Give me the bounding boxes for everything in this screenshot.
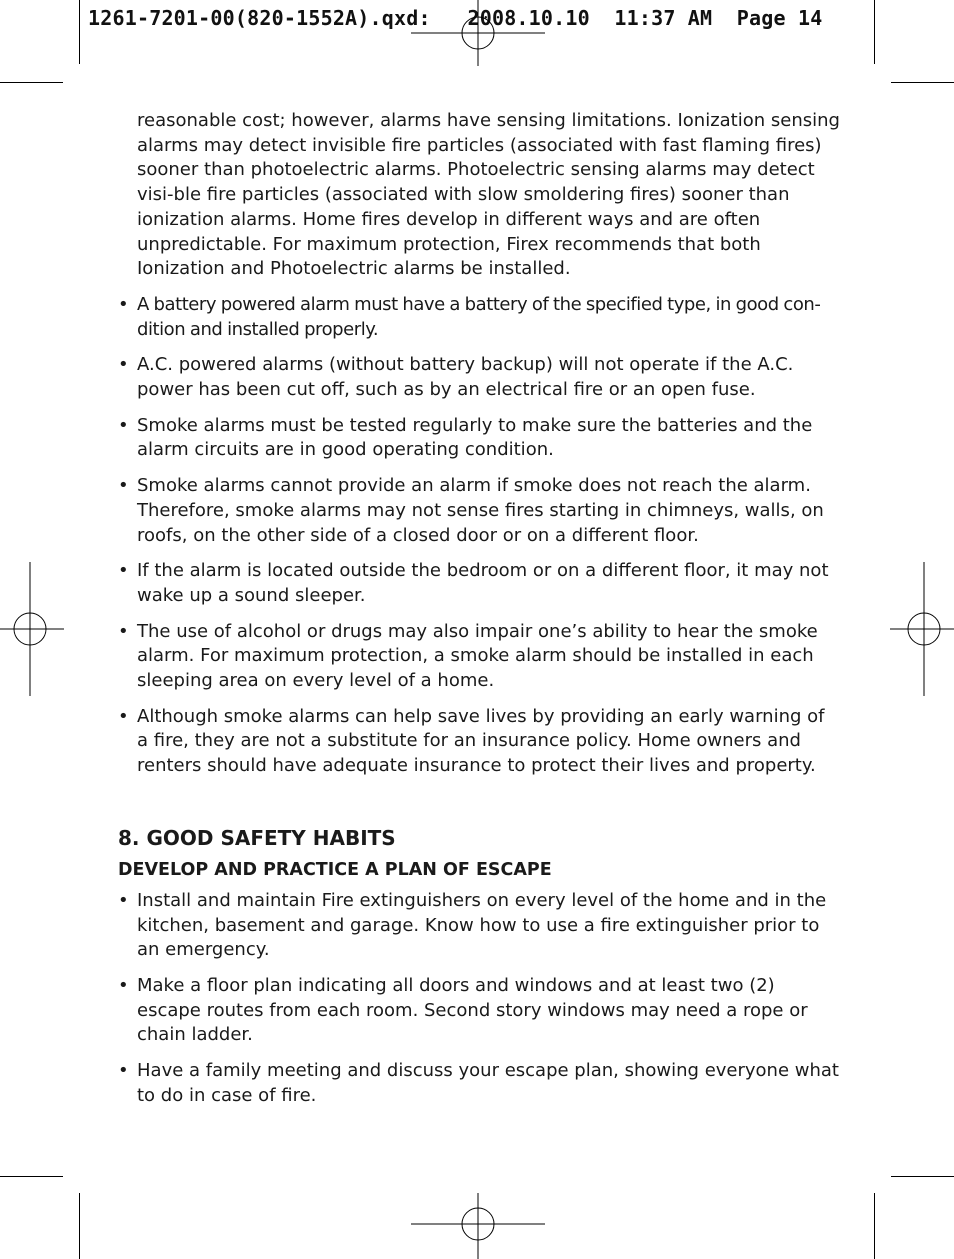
list-item [118, 559, 840, 608]
crop-mark-bottom-left-horizontal [0, 1176, 63, 1177]
subsection-title: DEVELOP AND PRACTICE A PLAN OF ESCAPE [118, 859, 552, 880]
print-slug: 1261-7201-00(820-1552A).qxd: 2008.10.10 11:37 AM Page 14 [88, 6, 823, 30]
bullet-icon: • [118, 889, 129, 911]
bullet-icon: • [118, 475, 129, 497]
list-item-text: If the alarm is located outside the bedroom or on a different floor, it may not wake up a sound sleeper. [137, 560, 829, 606]
bullet-icon: • [118, 1060, 129, 1082]
list-item [118, 353, 840, 402]
list-item-text: Smoke alarms must be tested regularly to make sure the batteries and the alarm circuits are in good operating condition. [137, 414, 813, 461]
bullet-icon: • [118, 705, 129, 727]
crop-mark-bottom-left-vertical [79, 1193, 80, 1259]
limitations-list [118, 293, 840, 779]
bullet-icon: • [118, 354, 129, 376]
crop-mark-top-left-vertical [79, 0, 80, 64]
crop-mark-top-right-horizontal [891, 82, 954, 83]
list-item [118, 474, 840, 548]
bullet-icon: • [118, 293, 129, 315]
crop-mark-top-right-vertical [874, 0, 875, 64]
list-item-text: Make a floor plan indicating all doors and windows and at least two (2) escape routes from each room. Second story windows may need a rope or chain ladder. [137, 974, 808, 1046]
list-item [118, 974, 840, 1048]
list-item [118, 705, 840, 779]
intro-continuation-paragraph: reasonable cost; however, alarms have sensing limitations. Ionization sensing alarms may detect invisible fire particles (associated with fast flaming fires) sooner than photoelectric alarms. Photoelectric sensing alarms may detect visi-ble fire particles (associated with slow smoldering fires) sooner than ionization alarms. Home fires develop in different ways and are often unpredictable. For maximum protection, Firex recommends that both Ionization and Photoelectric alarms be installed. [137, 110, 840, 280]
list-item [118, 293, 840, 342]
registration-mark-top-icon [411, 0, 545, 66]
list-item [118, 414, 840, 463]
registration-mark-left-icon [0, 562, 64, 696]
list-item-text: Install and maintain Fire extinguishers on every level of the home and in the kitchen, basement and garage. Know how to use a fire extinguisher prior to an emergency. [137, 889, 827, 961]
list-item [118, 1059, 840, 1108]
list-item-text: Although smoke alarms can help save lives by providing an early warning of a fire, they are not a substitute for an insurance policy. Home owners and renters should have adequate insurance to protect their lives and property. [137, 705, 825, 777]
bullet-icon: • [118, 974, 129, 996]
list-item [118, 620, 840, 694]
registration-mark-right-icon [890, 562, 954, 696]
escape-plan-list [118, 889, 840, 1109]
list-item-text: A battery powered alarm must have a battery of the specified type, in good con-dition and installed properly. [137, 293, 821, 340]
registration-mark-bottom-icon [411, 1193, 545, 1259]
crop-mark-bottom-right-horizontal [891, 1176, 954, 1177]
page-content [118, 109, 840, 1120]
bullet-icon: • [118, 560, 129, 582]
list-item-text: Have a family meeting and discuss your escape plan, showing everyone what to do in case of fire. [137, 1060, 839, 1106]
bullet-icon: • [118, 620, 129, 642]
crop-mark-bottom-right-vertical [874, 1193, 875, 1259]
list-item-text: The use of alcohol or drugs may also impair one’s ability to hear the smoke alarm. For maximum protection, a smoke alarm should be installed in each sleeping area on every level of a home. [137, 620, 818, 692]
bullet-icon: • [118, 414, 129, 436]
list-item [118, 889, 840, 963]
crop-mark-top-left-horizontal [0, 82, 63, 83]
list-item-text: Smoke alarms cannot provide an alarm if smoke does not reach the alarm. Therefore, smoke alarms may not sense fires starting in chimneys, walls, on roofs, on the other side of a closed door or on a different floor. [137, 475, 824, 546]
section-title: 8. GOOD SAFETY HABITS [118, 825, 396, 850]
list-item-text: A.C. powered alarms (without battery backup) will not operate if the A.C. power has been cut off, such as by an electrical fire or an open fuse. [137, 354, 794, 401]
